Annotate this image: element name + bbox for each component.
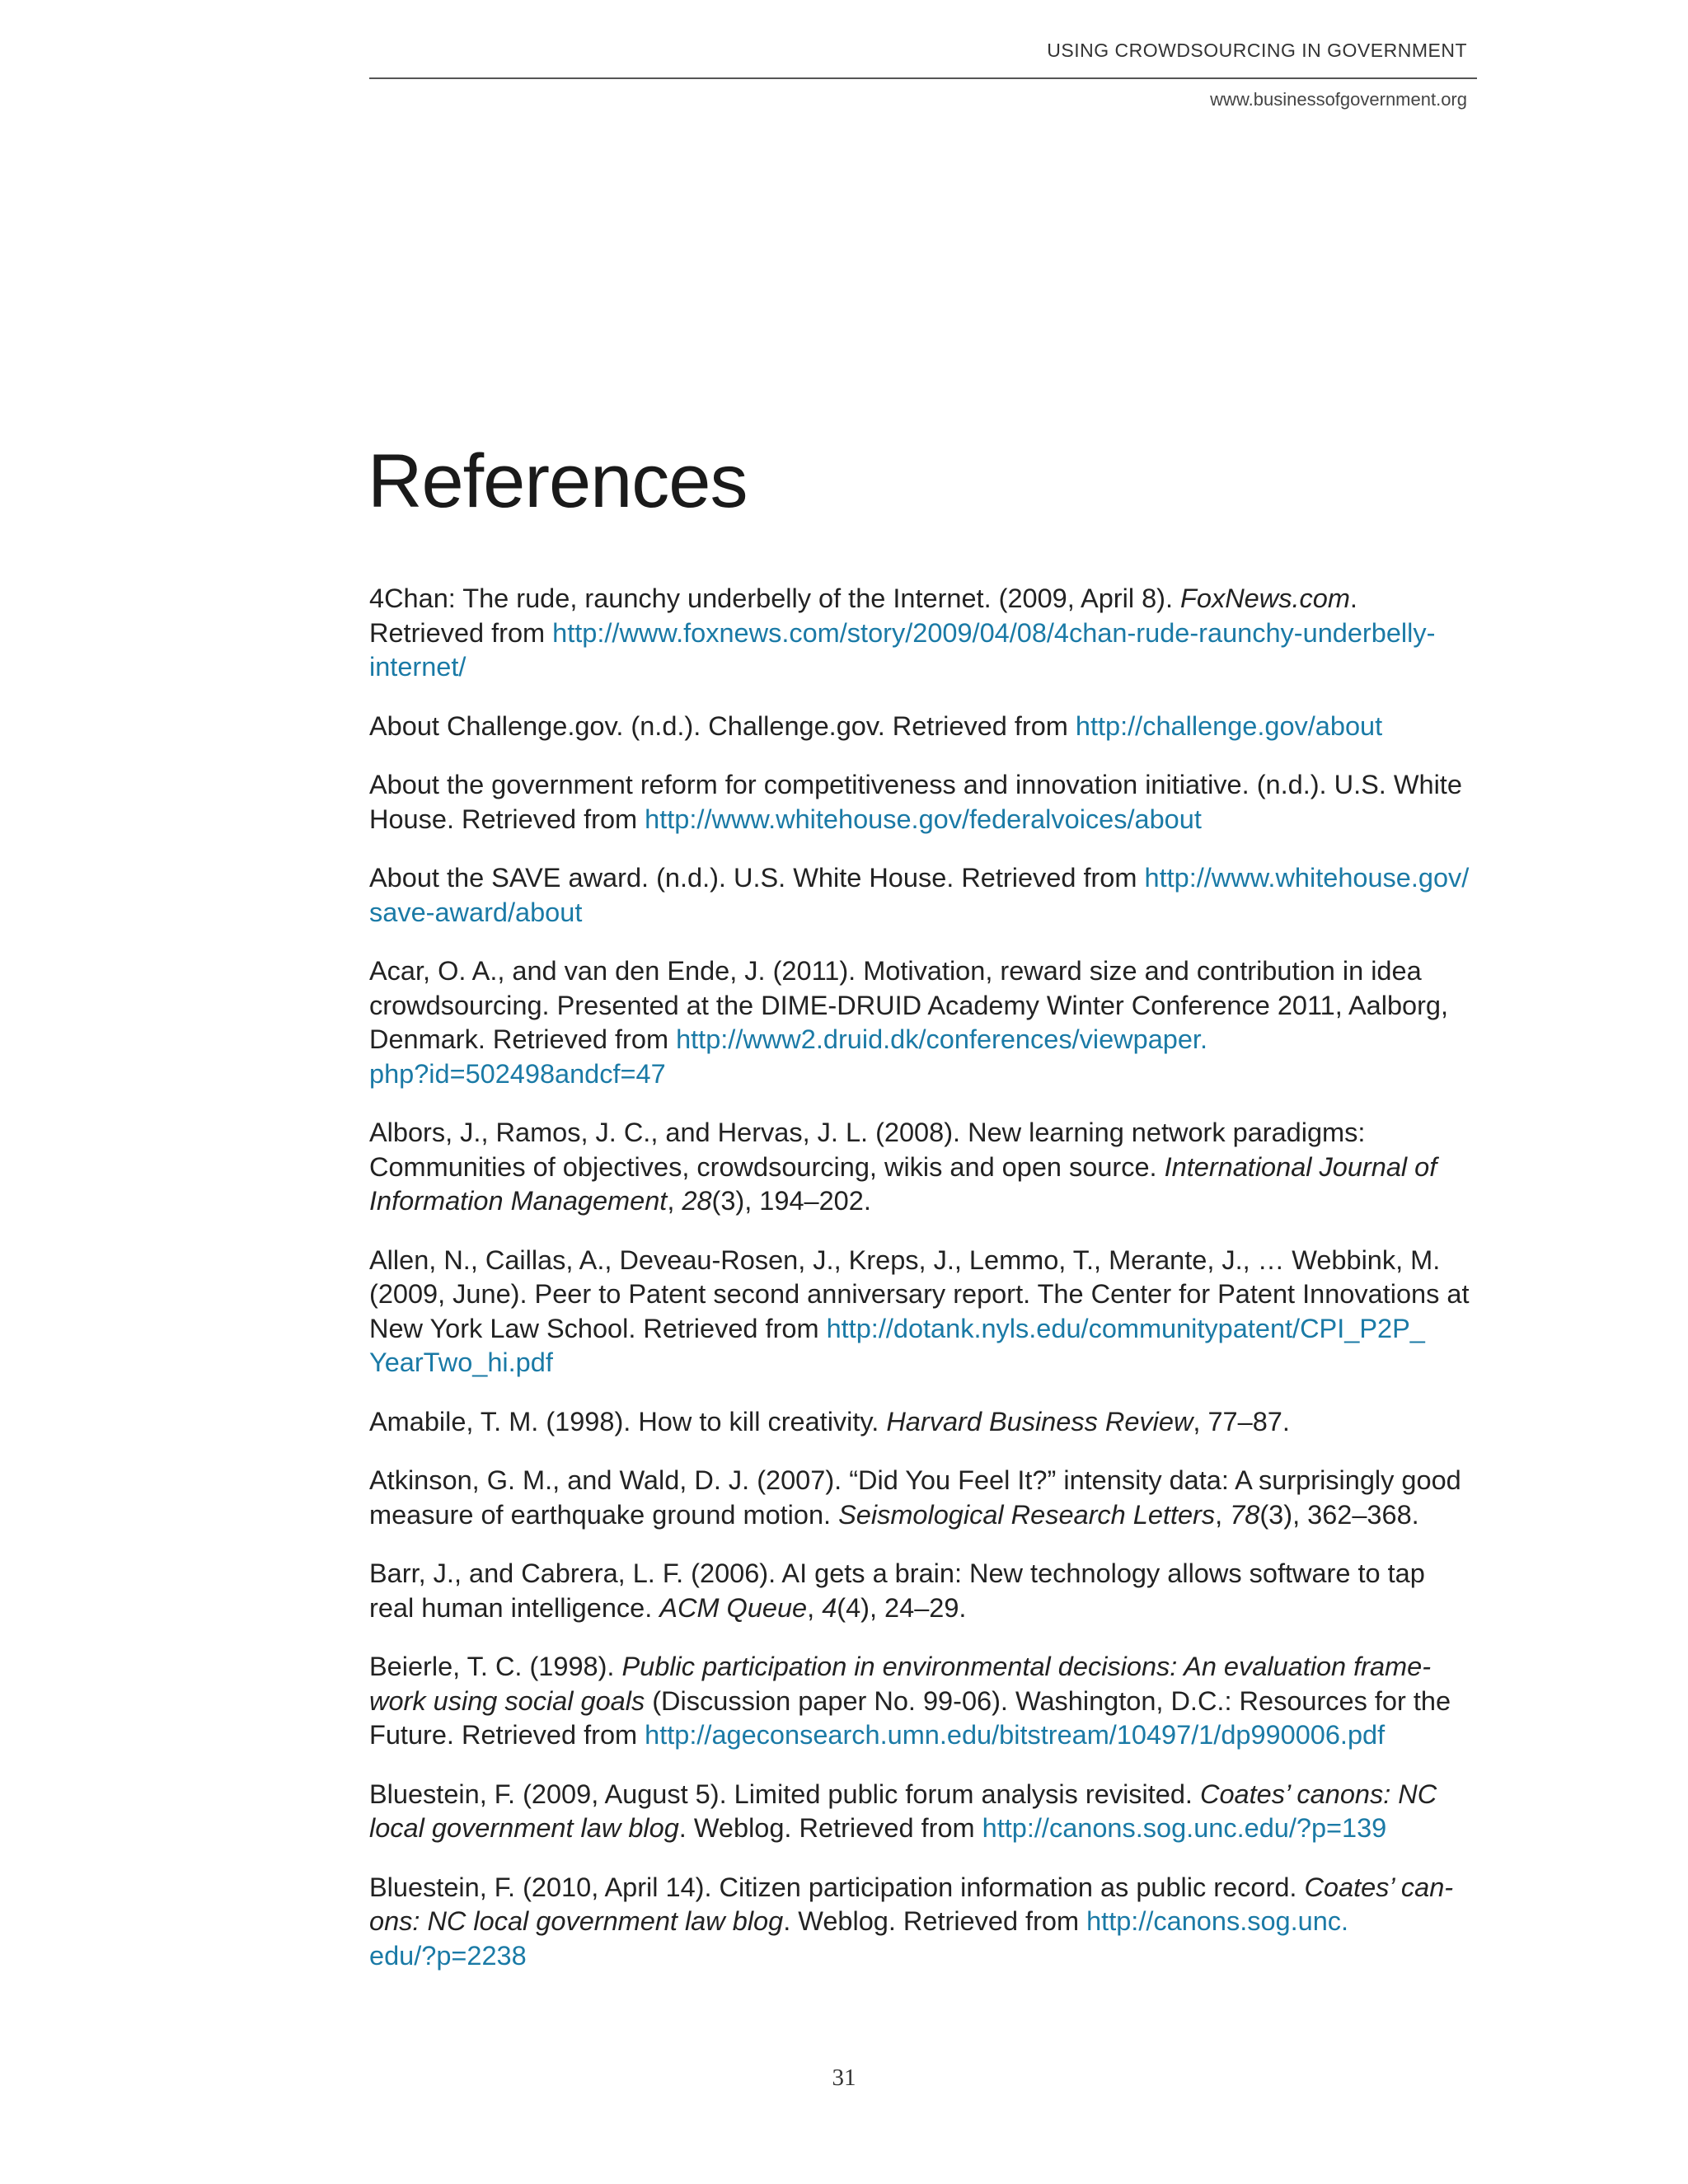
reference-text: , [807, 1592, 823, 1623]
reference-text: Bluestein, F. (2009, August 5). Limited public forum analysis revisited. [369, 1779, 1200, 1809]
reference-entry [369, 1405, 1482, 1440]
reference-entry [369, 1464, 1482, 1532]
reference-link[interactable]: YearTwo_hi.pdf [369, 1347, 553, 1377]
reference-text: (4), 24–29. [837, 1592, 967, 1623]
reference-text: , [667, 1186, 682, 1216]
reference-italic-text: Harvard Business Review [886, 1406, 1193, 1436]
reference-link[interactable]: http://canons.sog.unc.edu/?p=139 [982, 1813, 1387, 1843]
reference-link[interactable]: php?id=502498andcf=47 [369, 1058, 666, 1089]
reference-text: Beierle, T. C. (1998). [369, 1652, 622, 1681]
reference-entry [369, 768, 1482, 837]
reference-text: Barr, J., and Cabrera, L. F. (2006). AI gets a brain: New technology allows software to tap [369, 1558, 1425, 1588]
reference-text: (3), 194–202. [711, 1186, 871, 1216]
reference-text: About Challenge.gov. (n.d.). Challenge.gov. Retrieved from [369, 710, 1076, 741]
reference-entry [369, 861, 1482, 930]
reference-entry [369, 1116, 1482, 1219]
reference-link[interactable]: http://ageconsearch.umn.edu/bitstream/10497/1/dp990006.pdf [645, 1720, 1386, 1750]
reference-text: About the government reform for competitiveness and innovation initiative. (n.d.). U.S. White [369, 770, 1462, 799]
reference-text: crowdsourcing. Presented at the DIME-DRUID Academy Winter Conference 2011, Aalborg, [369, 990, 1449, 1020]
reference-link[interactable]: internet/ [369, 652, 467, 682]
reference-text: Bluestein, F. (2010, April 14). Citizen participation information as public record. [369, 1872, 1305, 1902]
reference-italic-text: ACM Queue [659, 1592, 808, 1623]
reference-italic-text: local government law blog [369, 1813, 679, 1843]
reference-text: Denmark. Retrieved from [369, 1024, 677, 1054]
page-title: References [368, 439, 748, 523]
reference-link[interactable]: http://www.foxnews.com/story/2009/04/08/4chan-rude-raunchy-underbelly- [552, 617, 1436, 648]
reference-entry [369, 1778, 1482, 1846]
reference-link[interactable]: http://www.whitehouse.gov/federalvoices/about [645, 804, 1202, 834]
reference-text: Atkinson, G. M., and Wald, D. J. (2007). “Did You Feel It?” intensity data: A surprisingly good [369, 1465, 1461, 1495]
reference-link[interactable]: http://www2.druid.dk/conferences/viewpaper. [676, 1024, 1207, 1054]
reference-link[interactable]: http://canons.sog.unc. [1086, 1906, 1349, 1936]
reference-text: Communities of objectives, crowdsourcing, wikis and open source. [369, 1151, 1165, 1182]
reference-italic-text: International Journal of [1164, 1151, 1437, 1182]
reference-entry [369, 954, 1482, 1091]
reference-text: . [1349, 583, 1357, 613]
reference-text: Albors, J., Ramos, J. C., and Hervas, J. L. (2008). New learning network paradigms: [369, 1118, 1366, 1147]
reference-text: About the SAVE award. (n.d.). U.S. White House. Retrieved from [369, 863, 1145, 893]
header-rule [369, 77, 1477, 79]
reference-text: Acar, O. A., and van den Ende, J. (2011). Motivation, reward size and contribution in idea [369, 956, 1422, 986]
reference-italic-text: 78 [1230, 1499, 1260, 1530]
reference-italic-text: FoxNews.com [1180, 583, 1350, 613]
reference-italic-text: 28 [682, 1186, 712, 1216]
reference-italic-text: Public participation in environmental decisions: An evaluation frame- [621, 1652, 1432, 1681]
reference-italic-text: Seismological Research Letters [838, 1499, 1216, 1530]
reference-text: , [1215, 1499, 1231, 1530]
reference-text: . Weblog. Retrieved from [678, 1813, 982, 1843]
reference-entry [369, 1871, 1482, 1974]
reference-text: New York Law School. Retrieved from [369, 1313, 827, 1343]
reference-link[interactable]: edu/?p=2238 [369, 1940, 527, 1971]
reference-entry [369, 1650, 1482, 1753]
reference-text: (3), 362–368. [1259, 1499, 1419, 1530]
reference-entry [369, 710, 1482, 744]
reference-text: Future. Retrieved from [369, 1720, 645, 1750]
reference-italic-text: Information Management [369, 1186, 668, 1216]
reference-text: (Discussion paper No. 99-06). Washington, D.C.: Resources for the [645, 1685, 1451, 1716]
reference-entry [369, 1557, 1482, 1625]
reference-italic-text: 4 [822, 1592, 837, 1623]
reference-text: 4Chan: The rude, raunchy underbelly of the Internet. (2009, April 8). [369, 583, 1181, 613]
page-number: 31 [832, 2064, 856, 2091]
reference-italic-text: ons: NC local government law blog [369, 1906, 784, 1936]
reference-text: real human intelligence. [369, 1592, 660, 1623]
reference-text: (2009, June). Peer to Patent second anniversary report. The Center for Patent Innovations at [369, 1279, 1470, 1309]
running-header-title: USING CROWDSOURCING IN GOVERNMENT [1047, 40, 1467, 61]
reference-text: House. Retrieved from [369, 804, 645, 834]
reference-link[interactable]: save-award/about [369, 897, 583, 927]
reference-entry [369, 582, 1482, 685]
reference-italic-text: work using social goals [369, 1685, 645, 1716]
reference-text: Retrieved from [369, 617, 553, 648]
reference-entry [369, 1244, 1482, 1380]
reference-italic-text: Coates’ can- [1304, 1872, 1454, 1902]
reference-text: Amabile, T. M. (1998). How to kill creativity. [369, 1406, 887, 1436]
reference-text: . Weblog. Retrieved from [783, 1906, 1087, 1936]
reference-text: Allen, N., Caillas, A., Deveau-Rosen, J., Kreps, J., Lemmo, T., Merante, J., … Webbink, M. [369, 1244, 1441, 1275]
reference-italic-text: Coates’ canons: NC [1200, 1779, 1437, 1809]
reference-text: measure of earthquake ground motion. [369, 1499, 839, 1530]
reference-text: , 77–87. [1193, 1406, 1290, 1436]
running-header-url: www.businessofgovernment.org [1210, 89, 1467, 110]
reference-list [369, 582, 1482, 1998]
reference-link[interactable]: http://challenge.gov/about [1075, 710, 1383, 741]
reference-link[interactable]: http://www.whitehouse.gov/ [1144, 863, 1470, 893]
reference-link[interactable]: http://dotank.nyls.edu/communitypatent/CPI_P2P_ [826, 1313, 1425, 1343]
